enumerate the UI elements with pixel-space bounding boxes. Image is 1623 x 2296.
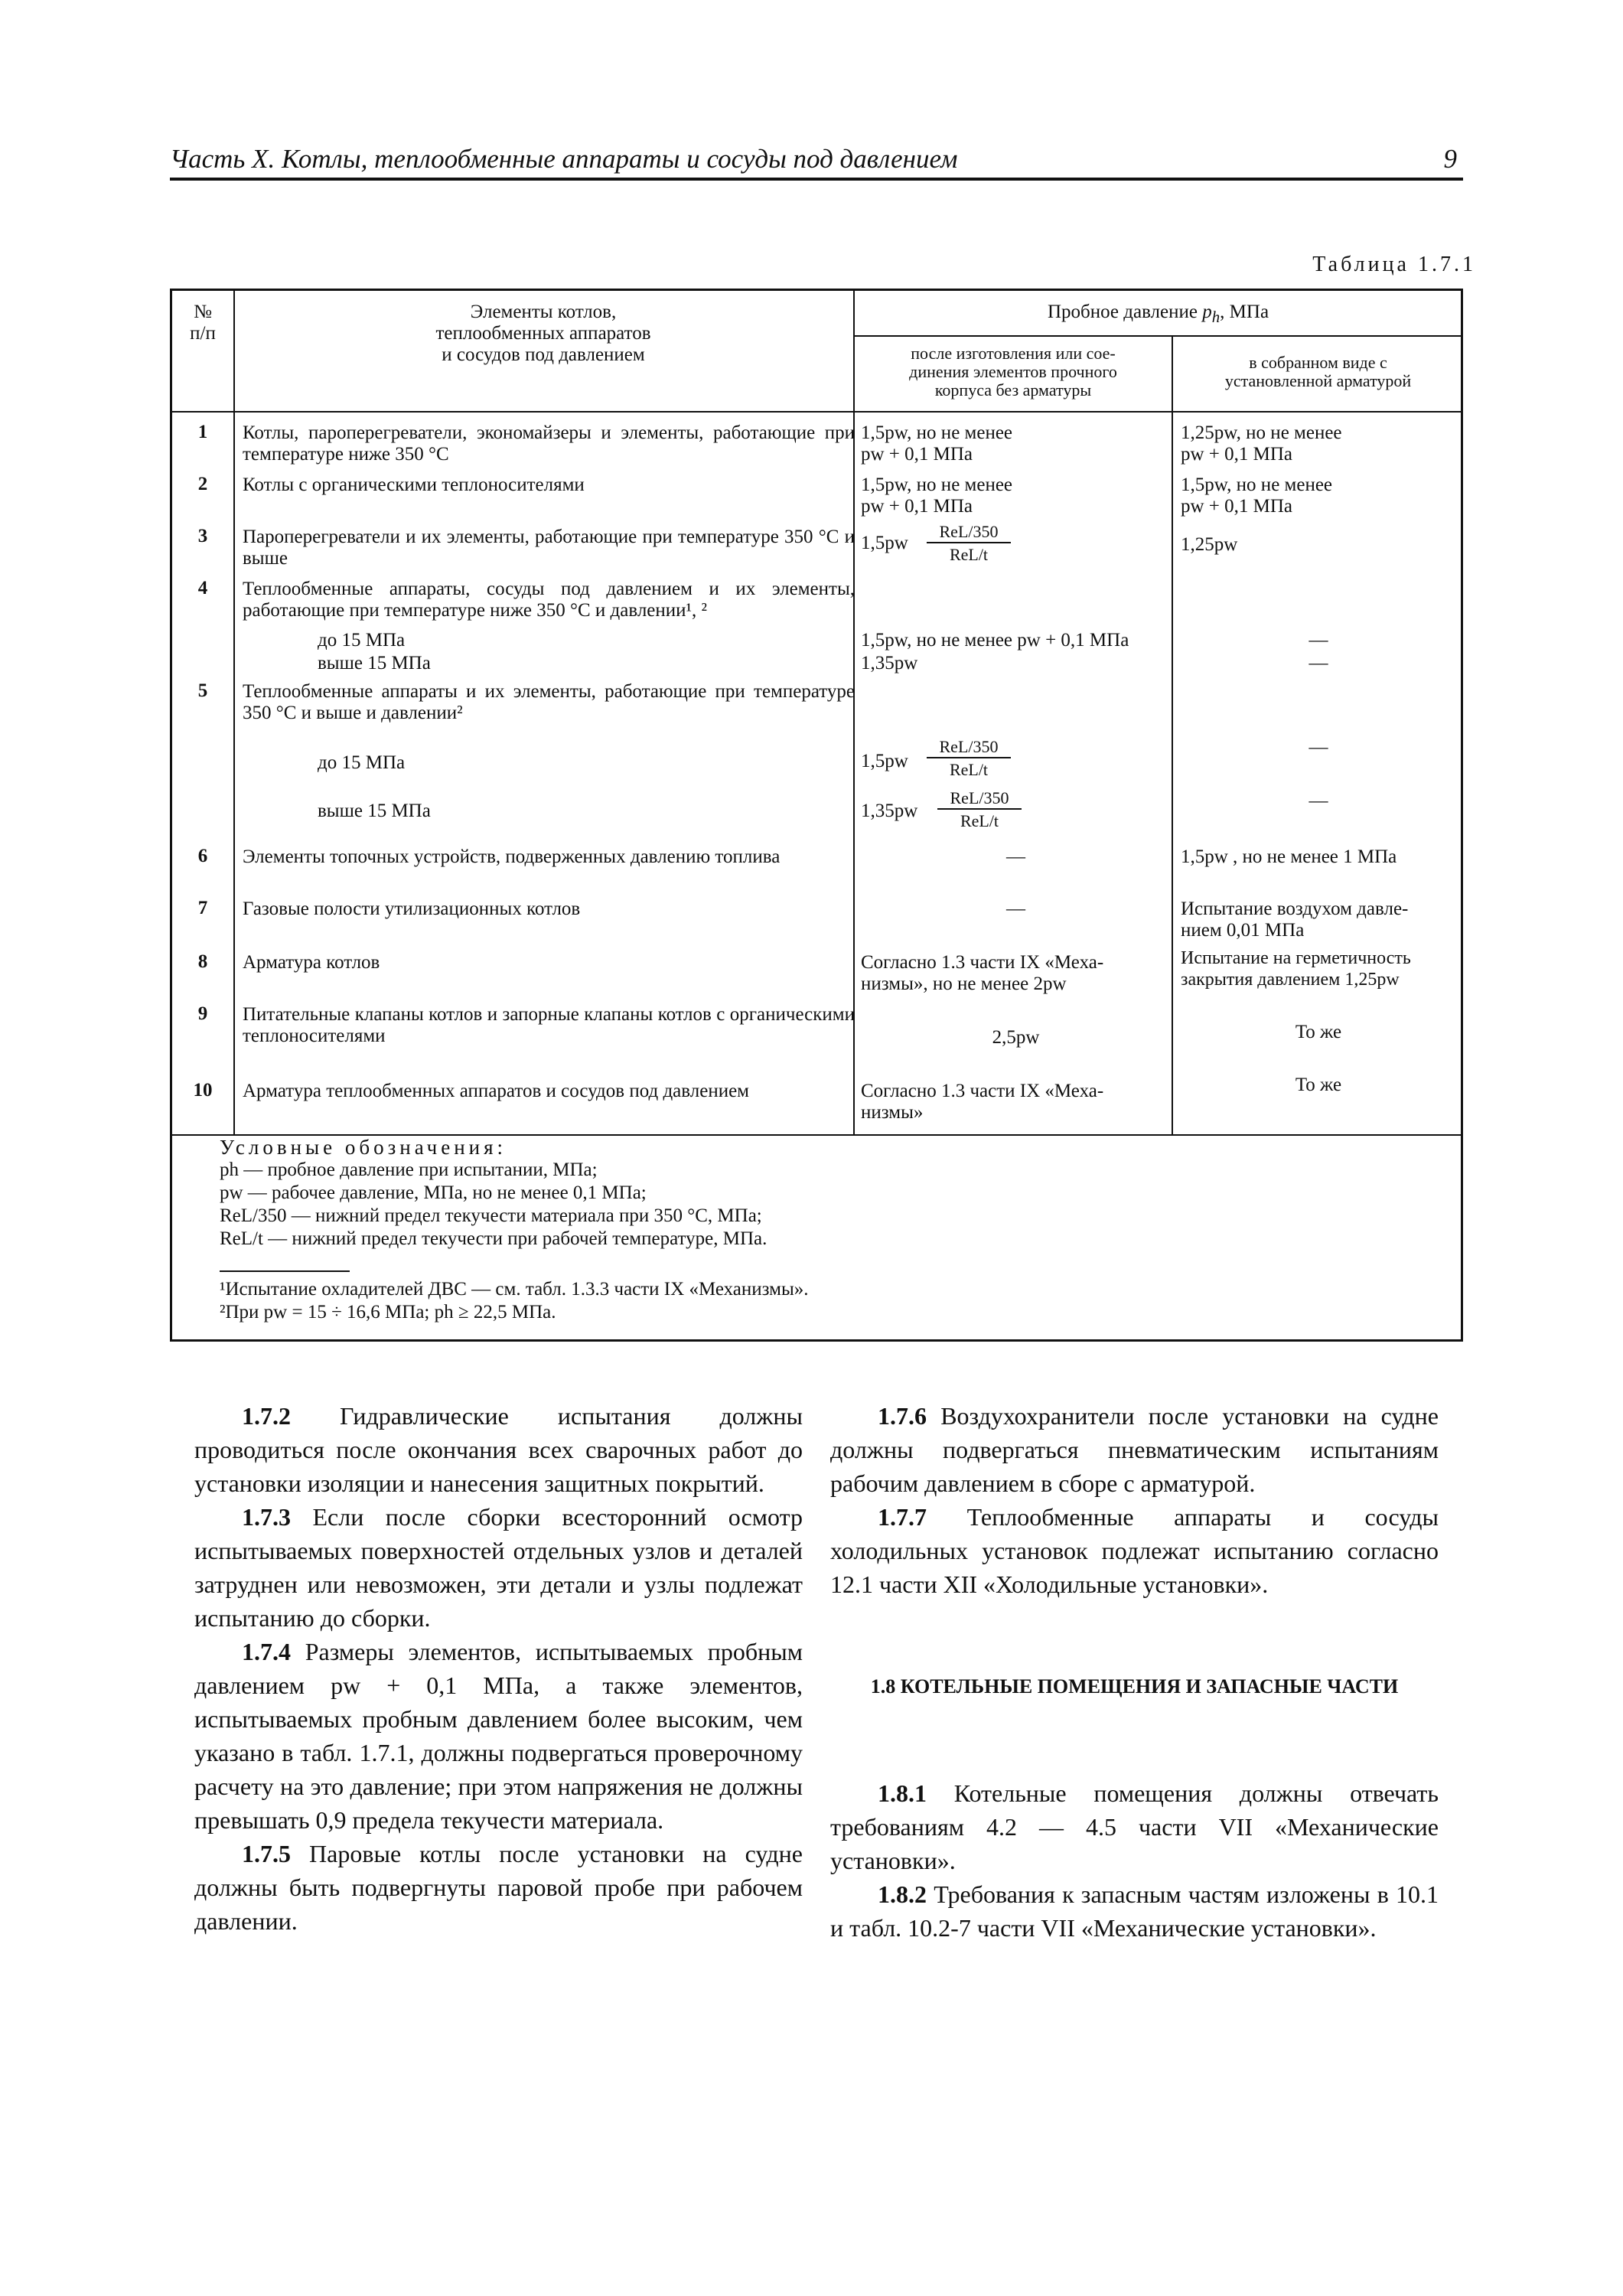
row-1-assembled: 1,25pw, но не менее pw + 0,1 МПа bbox=[1181, 422, 1342, 465]
section-heading-1-8: 1.8 КОТЕЛЬНЫЕ ПОМЕЩЕНИЯ И ЗАПАСНЫЕ ЧАСТИ bbox=[870, 1675, 1399, 1698]
footnote-1: ¹Испытание охладителей ДВС — см. табл. 1.3.3 части IX «Механизмы». bbox=[220, 1279, 809, 1300]
clause-text: Паровые котлы после установки на судне должны быть подвергнуты паровой пробе при рабочем давлении. bbox=[194, 1840, 803, 1935]
paragraph-1-7-7 bbox=[830, 1500, 1439, 1601]
row-5-sub1-assembled: — bbox=[1309, 737, 1328, 758]
row-8-num: 8 bbox=[197, 951, 208, 972]
clause-number: 1.7.4 bbox=[242, 1638, 291, 1665]
row-6-num: 6 bbox=[197, 846, 208, 866]
row-5-sub2-numerator: ReL/350 bbox=[937, 788, 1022, 810]
row-4-sub2-after: 1,35pw bbox=[861, 653, 918, 673]
pressure-test-table bbox=[170, 289, 1463, 1342]
clause-text: Гидравлические испытания должны проводиться после окончания всех сварочных работ до установки изоляции и нанесения защитных покрытий. bbox=[194, 1402, 803, 1497]
row-10-after: Согласно 1.3 части IX «Меха- низмы» bbox=[861, 1081, 1104, 1123]
row-3-after-denominator: ReL/t bbox=[949, 545, 989, 564]
row-5-sub2-assembled: — bbox=[1309, 791, 1328, 811]
legend-title: Условные обозначения: bbox=[220, 1136, 507, 1159]
clause-number: 1.7.7 bbox=[878, 1503, 927, 1531]
header-pressure: Пробное давление $p_h$, МПа bbox=[1047, 302, 1269, 326]
footnote-2: ²При pw = 15 ÷ 16,6 МПа; ph ≥ 22,5 МПа. bbox=[220, 1302, 556, 1322]
row-5-sub2-denominator: ReL/t bbox=[960, 811, 999, 830]
row-3-assembled: 1,25pw bbox=[1181, 534, 1238, 555]
row-5-sub1-numerator: ReL/350 bbox=[927, 737, 1011, 758]
page-number: 9 bbox=[1443, 144, 1457, 174]
row-4-sub1-assembled: — bbox=[1309, 630, 1328, 651]
row-2-element: Котлы с органическими теплоносителями bbox=[243, 475, 585, 495]
row-9-assembled: То же bbox=[1295, 1022, 1342, 1042]
row-5-sub1-prefix: 1,5pw bbox=[861, 751, 908, 771]
paragraph-1-7-6 bbox=[830, 1399, 1439, 1500]
row-1-after: 1,5pw, но не менее pw + 0,1 МПа bbox=[861, 422, 1013, 465]
row-8-after: Согласно 1.3 части IX «Меха- низмы», но не менее 2pw bbox=[861, 952, 1104, 994]
footnote-rule bbox=[220, 1270, 350, 1272]
row-3-after-numerator: ReL/350 bbox=[927, 522, 1011, 543]
clause-text: Требования к запасным частям изложены в 10.1 и табл. 10.2-7 части VII «Механические установки». bbox=[830, 1880, 1439, 1942]
row-3-element: Пароперегреватели и их элементы, работающие при температуре 350 °С и выше bbox=[243, 527, 855, 569]
col-divider bbox=[1172, 337, 1173, 1136]
row-3-after-prefix: 1,5pw bbox=[861, 533, 908, 553]
row-5-sub2: выше 15 МПа bbox=[318, 801, 431, 821]
row-4-element: Теплообменные аппараты, сосуды под давлением и их элементы, работающие при температуре ниже 350 °С и давлении¹, ² bbox=[243, 579, 855, 621]
running-header bbox=[170, 144, 1463, 181]
paragraph-1-7-2 bbox=[194, 1399, 803, 1500]
row-6-assembled: 1,5pw , но не менее 1 МПа bbox=[1181, 846, 1397, 867]
clause-number: 1.7.2 bbox=[242, 1402, 291, 1430]
row-1-element: Котлы, пароперегреватели, экономайзеры и элементы, работающие при температуре ниже 350 °С bbox=[243, 422, 855, 465]
clause-number: 1.7.3 bbox=[242, 1503, 291, 1531]
row-2-assembled: 1,5pw, но не менее pw + 0,1 МПа bbox=[1181, 475, 1333, 517]
header-num: № п/п bbox=[190, 302, 216, 344]
clause-text: Размеры элементов, испытываемых пробным давлением pw + 0,1 МПа, а также элементов, испытываемых пробным давлением более высоким, чем указано в табл. 1.7.1, должны подвергаться проверочному расчету на это давление; при этом напряжения не должны превышать 0,9 предела текучести материала. bbox=[194, 1638, 803, 1834]
header-after-manufacture: после изготовления или сое- динения элементов прочного корпуса без арматуры bbox=[909, 344, 1117, 400]
row-4-sub1: до 15 МПа bbox=[318, 630, 406, 651]
row-2-after: 1,5pw, но не менее pw + 0,1 МПа bbox=[861, 475, 1013, 517]
row-5-sub1-denominator: ReL/t bbox=[949, 760, 989, 779]
body-column-right bbox=[830, 1399, 1439, 1945]
paragraph-1-7-3 bbox=[194, 1500, 803, 1635]
row-4-num: 4 bbox=[197, 578, 208, 598]
row-9-element: Питательные клапаны котлов и запорные клапаны котлов с органическими теплоносителями bbox=[243, 1004, 855, 1046]
row-4-sub2: выше 15 МПа bbox=[318, 653, 431, 673]
row-8-element: Арматура котлов bbox=[243, 952, 380, 973]
clause-number: 1.7.6 bbox=[878, 1402, 927, 1430]
body-column-left bbox=[194, 1399, 803, 1938]
row-5-element: Теплообменные аппараты и их элементы, работающие при температуре 350 °С и выше и давлении² bbox=[243, 681, 855, 723]
row-5-sub2-after bbox=[861, 788, 1171, 842]
clause-number: 1.8.1 bbox=[878, 1779, 927, 1807]
legend-item: ReL/350 — нижний предел текучести материала при 350 °С, МПа; bbox=[220, 1205, 762, 1226]
paragraph-1-7-4 bbox=[194, 1635, 803, 1837]
row-7-after: — bbox=[1006, 899, 1025, 919]
row-4-sub1-after: 1,5pw, но не менее pw + 0,1 МПа bbox=[861, 630, 1129, 651]
row-divider bbox=[172, 411, 1463, 413]
legend-item: ReL/t — нижний предел текучести при рабочей температуре, МПа. bbox=[220, 1228, 768, 1249]
table-caption: Таблица 1.7.1 bbox=[1312, 253, 1476, 276]
header-assembled: в собранном виде с установленной арматурой bbox=[1224, 353, 1412, 390]
legend-item: ph — пробное давление при испытании, МПа; bbox=[220, 1159, 598, 1180]
table-legend bbox=[220, 1136, 1367, 1251]
clause-text: Если после сборки всесторонний осмотр испытываемых поверхностей отдельных узлов и деталей затруднен или невозможен, эти детали и узлы подлежат испытанию до сборки. bbox=[194, 1503, 803, 1632]
col-divider bbox=[233, 291, 235, 1136]
header-elements: Элементы котлов, теплообменных аппаратов и сосудов под давлением bbox=[435, 302, 651, 365]
clause-number: 1.8.2 bbox=[878, 1880, 927, 1908]
paragraph-1-8-1 bbox=[830, 1776, 1439, 1877]
clause-number: 1.7.5 bbox=[242, 1840, 291, 1867]
row-3-num: 3 bbox=[197, 526, 208, 546]
row-6-element: Элементы топочных устройств, подверженных давлению топлива bbox=[243, 846, 781, 867]
row-9-after: 2,5pw bbox=[992, 1027, 1040, 1048]
row-divider bbox=[853, 335, 1463, 337]
row-10-num: 10 bbox=[193, 1080, 213, 1101]
row-5-sub1: до 15 МПа bbox=[318, 752, 406, 773]
row-5-sub1-after bbox=[861, 737, 1171, 788]
row-3-after bbox=[861, 522, 1171, 576]
row-5-sub2-prefix: 1,35pw bbox=[861, 801, 918, 821]
paragraph-1-8-2 bbox=[830, 1877, 1439, 1945]
row-7-num: 7 bbox=[197, 898, 208, 918]
row-5-num: 5 bbox=[197, 680, 208, 701]
row-2-num: 2 bbox=[197, 474, 208, 494]
row-8-assembled: Испытание на герметичность закрытия давлением 1,25pw bbox=[1181, 948, 1411, 990]
row-9-num: 9 bbox=[197, 1003, 208, 1024]
row-6-after: — bbox=[1006, 846, 1025, 867]
row-1-num: 1 bbox=[197, 422, 208, 442]
clause-text: Воздухохранители после установки на судне должны подвергаться пневматическим испытаниям рабочим давлением в сборе с арматурой. bbox=[830, 1402, 1439, 1497]
legend-item: pw — рабочее давление, МПа, но не менее 0,1 МПа; bbox=[220, 1182, 647, 1203]
row-7-assembled: Испытание воздухом давле- нием 0,01 МПа bbox=[1181, 899, 1409, 941]
row-7-element: Газовые полости утилизационных котлов bbox=[243, 899, 581, 919]
row-10-assembled: То же bbox=[1295, 1075, 1342, 1095]
row-10-element: Арматура теплообменных аппаратов и сосудов под давлением bbox=[243, 1081, 749, 1101]
paragraph-1-7-5 bbox=[194, 1837, 803, 1938]
row-4-sub2-assembled: — bbox=[1309, 653, 1328, 673]
clause-text: Теплообменные аппараты и сосуды холодильных установок подлежат испытанию согласно 12.1 части XII «Холодильные установки». bbox=[830, 1503, 1439, 1598]
clause-text: Котельные помещения должны отвечать требованиям 4.2 — 4.5 части VII «Механические установки». bbox=[830, 1779, 1439, 1874]
running-title: Часть X. Котлы, теплообменные аппараты и сосуды под давлением bbox=[170, 144, 958, 174]
table-footnotes bbox=[220, 1278, 1367, 1324]
